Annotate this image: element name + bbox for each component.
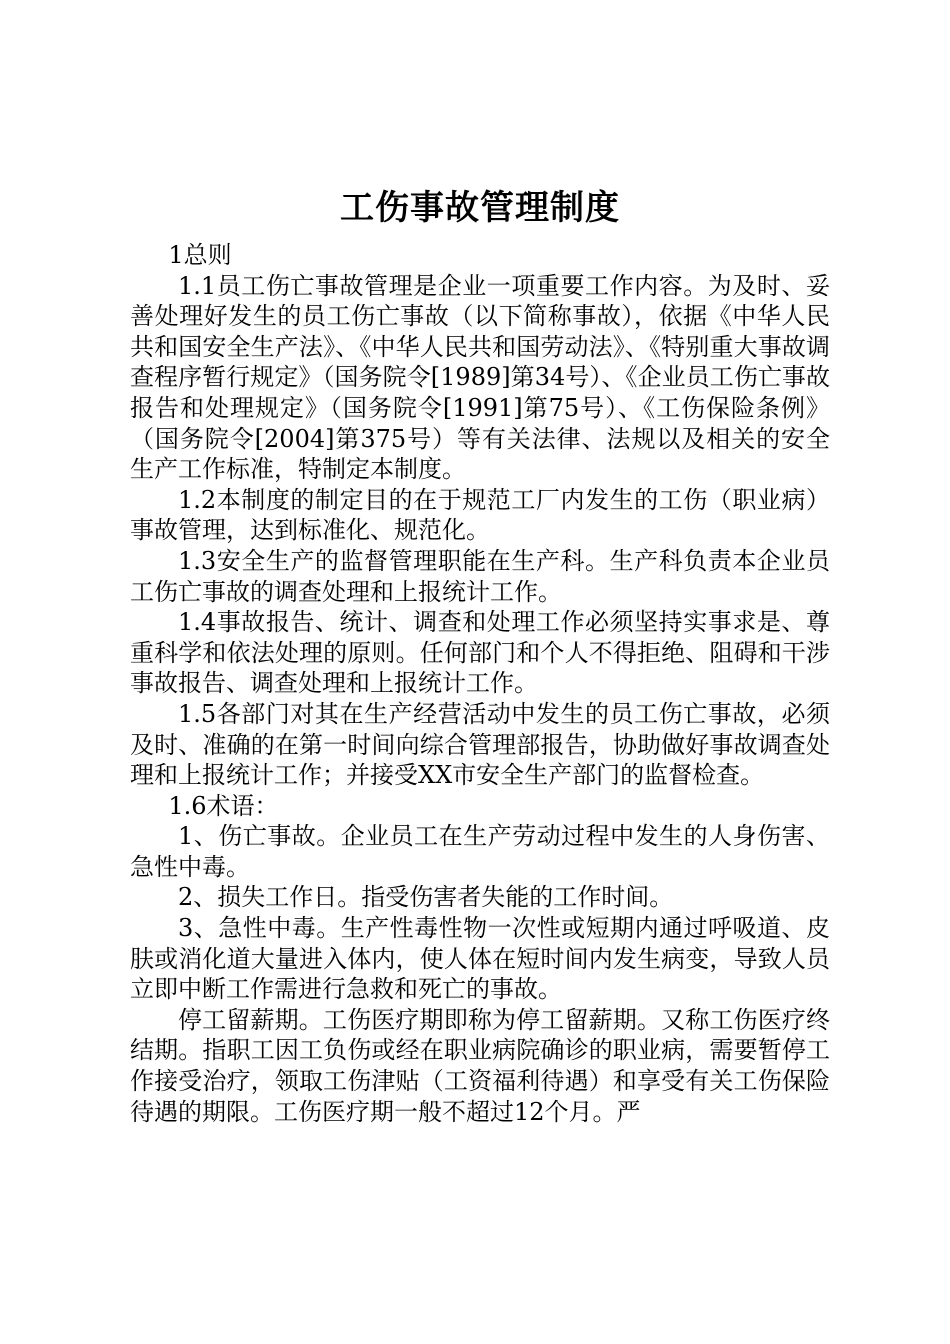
paragraph-1-4: 1.4事故报告、统计、调查和处理工作必须坚持实事求是、尊重科学和依法处理的原则。任何部门和个人不得拒绝、阻碍和干涉事故报告、调查处理和上报统计工作。 bbox=[130, 608, 830, 698]
paragraph-1-1: 1.1员工伤亡事故管理是企业一项重要工作内容。为及时、妥善处理好发生的员工伤亡事故（以下简称事故），依据《中华人民共和国安全生产法》、《中华人民共和国劳动法》、《特别重大事故调查程序暂行规定》（国务院令[1989]第34号）、《企业员工伤亡事故报告和处理规定》（国务院令[1991]第75号）、《工伤保险条例》（国务院令[2004]第375号）等有关法律、法规以及相关的安全生产工作标准，特制定本制度。 bbox=[130, 271, 830, 484]
paragraph-1-2: 1.2本制度的制定目的在于规范工厂内发生的工伤（职业病）事故管理，达到标准化、规范化。 bbox=[130, 485, 830, 545]
term-acute-poisoning: 3、急性中毒。生产性毒性物一次性或短期内通过呼吸道、皮肤或消化道大量进入体内，使人体在短时间内发生病变，导致人员立即中断工作需进行急救和死亡的事故。 bbox=[130, 914, 830, 1004]
document-page bbox=[130, 180, 830, 1127]
section-terms-heading: 1.6术语： bbox=[168, 791, 279, 820]
term-casualty-accident: 1、伤亡事故。企业员工在生产劳动过程中发生的人身伤害、急性中毒。 bbox=[130, 822, 830, 881]
term-paid-leave-period: 停工留薪期。工伤医疗期即称为停工留薪期。又称工伤医疗终结期。指职工因工负伤或经在职业病院确诊的职业病，需要暂停工作接受治疗，领取工伤津贴（工资福利待遇）和享受有关工伤保险待遇的期限。工伤医疗期一般不超过12个月。严 bbox=[130, 1005, 830, 1126]
section-general-heading: 1总则 bbox=[168, 241, 232, 269]
document-title: 工伤事故管理制度 bbox=[340, 188, 620, 228]
term-lost-workdays: 2、损失工作日。指受伤害者失能的工作时间。 bbox=[178, 883, 674, 912]
paragraph-1-3: 1.3安全生产的监督管理职能在生产科。生产科负责本企业员工伤亡事故的调查处理和上报统计工作。 bbox=[130, 546, 830, 606]
paragraph-1-5: 1.5各部门对其在生产经营活动中发生的员工伤亡事故，必须及时、准确的在第一时间向综合管理部报告，协助做好事故调查处理和上报统计工作；并接受XX市安全生产部门的监督检查。 bbox=[130, 699, 830, 790]
